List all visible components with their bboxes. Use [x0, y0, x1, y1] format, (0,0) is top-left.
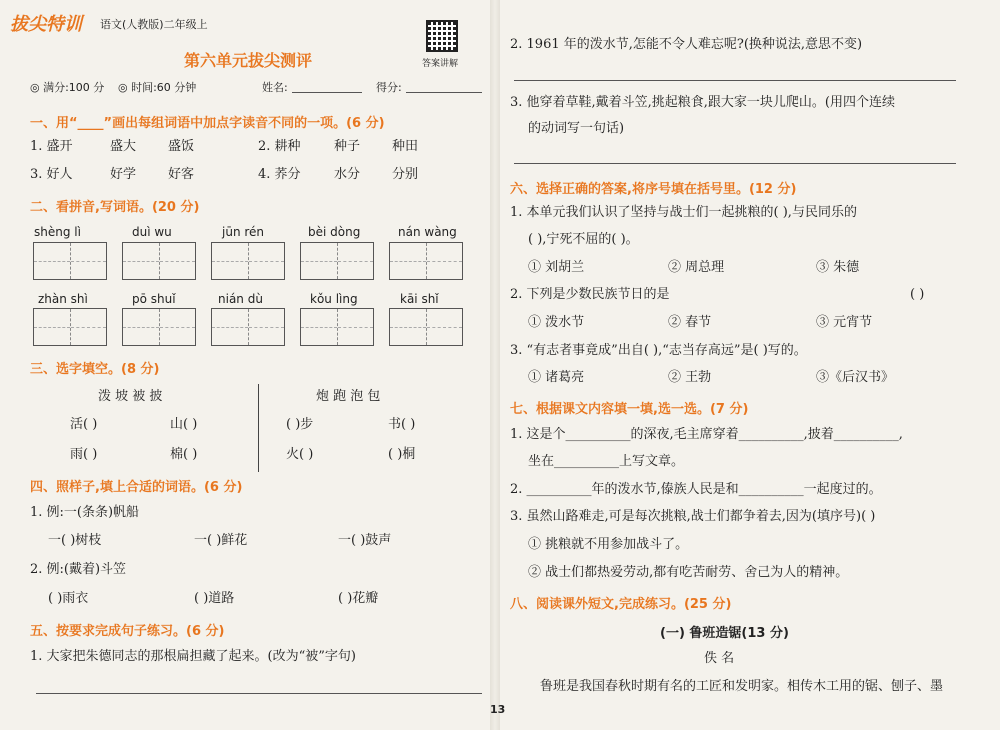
section-5-heading: 五、按要求完成句子练习。(6 分): [30, 624, 225, 639]
writing-box[interactable]: [389, 308, 463, 346]
s6-option[interactable]: ② 王勃: [668, 370, 712, 385]
divider: [258, 384, 259, 472]
pinyin-4: bèi dòng: [308, 225, 361, 239]
pinyin-5: nán wàng: [398, 225, 457, 239]
writing-box[interactable]: [389, 242, 463, 280]
writing-box[interactable]: [33, 308, 107, 346]
time-limit: ◎ 时间:60 分钟: [118, 81, 197, 94]
writing-box[interactable]: [211, 308, 285, 346]
answer-line[interactable]: [514, 163, 956, 164]
section-4-heading: 四、照样子,填上合适的词语。(6 分): [30, 480, 243, 495]
s3-blank[interactable]: 活( ): [70, 417, 98, 432]
s5-question-3b: 的动词写一句话): [528, 121, 625, 136]
s8-paragraph-1: 鲁班是我国春秋时期有名的工匠和发明家。相传木工用的锯、刨子、墨: [540, 679, 944, 694]
name-line[interactable]: [292, 92, 362, 93]
s1-row2-d: 4. 荞分: [258, 167, 301, 182]
s5-question-1: 1. 大家把朱德同志的那根扁担藏了起来。(改为“被”字句): [30, 649, 356, 664]
s1-row1-f: 种田: [392, 139, 419, 154]
section-2-heading: 二、看拼音,写词语。(20 分): [30, 200, 200, 215]
pinyin-3: jūn rén: [222, 225, 265, 239]
s1-row1-b: 盛大: [110, 139, 137, 154]
pinyin-2: duì wu: [132, 225, 172, 239]
s5-question-3a: 3. 他穿着草鞋,戴着斗笠,挑起粮食,跟大家一块儿爬山。(用四个连续: [510, 95, 896, 110]
s7-q1a: 1. 这是个__________的深夜,毛主席穿着__________,披着__________,: [510, 427, 903, 442]
s3-blank[interactable]: 雨( ): [70, 447, 98, 462]
writing-box[interactable]: [122, 308, 196, 346]
s6-q2: 2. 下列是少数民族节日的是: [510, 287, 670, 302]
s6-option[interactable]: ③ 元宵节: [816, 315, 873, 330]
s1-row2-e: 水分: [334, 167, 361, 182]
s4-blank[interactable]: ( )雨衣: [48, 591, 89, 606]
s4-blank[interactable]: 一( )树枝: [48, 533, 102, 548]
s1-row2-c: 好客: [168, 167, 195, 182]
s4-blank[interactable]: 一( )鼓声: [338, 533, 392, 548]
qr-caption: 答案讲解: [422, 59, 459, 69]
brand-logo: 拔尖特训: [10, 14, 82, 35]
s7-q3-option-2[interactable]: ② 战士们都热爱劳动,都有吃苦耐劳、舍己为人的精神。: [528, 565, 849, 580]
s3-blank[interactable]: ( )步: [286, 417, 314, 432]
s4-blank[interactable]: ( )花瓣: [338, 591, 379, 606]
s6-option[interactable]: ③《后汉书》: [816, 370, 895, 385]
s6-option[interactable]: ② 春节: [668, 315, 712, 330]
s1-row1-d: 2. 耕种: [258, 139, 301, 154]
s4-example-1: 1. 例:一(条条)帆船: [30, 505, 140, 520]
s5-question-2: 2. 1961 年的泼水节,怎能不令人难忘呢?(换种说法,意思不变): [510, 37, 863, 52]
s4-blank[interactable]: ( )道路: [194, 591, 235, 606]
section-7-heading: 七、根据课文内容填一填,选一选。(7 分): [510, 402, 749, 417]
page-title: 第六单元拔尖测评: [184, 51, 313, 70]
s1-row1-e: 种子: [334, 139, 361, 154]
full-score: ◎ 满分:100 分: [30, 81, 105, 94]
s1-row2-b: 好学: [110, 167, 137, 182]
s3-blank[interactable]: 火( ): [286, 447, 314, 462]
name-label: 姓名:: [262, 81, 288, 94]
s6-q2-paren[interactable]: ( ): [910, 287, 925, 302]
s6-option[interactable]: ① 泼水节: [528, 315, 585, 330]
s6-option[interactable]: ① 刘胡兰: [528, 260, 585, 275]
s3-blank[interactable]: 棉( ): [170, 447, 198, 462]
s3-blank[interactable]: ( )桐: [388, 447, 416, 462]
s1-row1-c: 盛饭: [168, 139, 195, 154]
s8-subtitle: (一) 鲁班造锯(13 分): [660, 626, 789, 641]
writing-box[interactable]: [33, 242, 107, 280]
writing-box[interactable]: [122, 242, 196, 280]
s4-example-2: 2. 例:(戴着)斗笠: [30, 562, 127, 577]
score-line[interactable]: [406, 92, 482, 93]
page-fold: [490, 0, 500, 730]
s7-q3-option-1[interactable]: ① 挑粮就不用参加战斗了。: [528, 537, 689, 552]
section-6-heading: 六、选择正确的答案,将序号填在括号里。(12 分): [510, 182, 797, 197]
answer-line[interactable]: [514, 80, 956, 81]
section-3-heading: 三、选字填空。(8 分): [30, 362, 160, 377]
s3-blank[interactable]: 书( ): [388, 417, 416, 432]
s6-q1b: ( ),宁死不屈的( )。: [528, 232, 639, 247]
s4-blank[interactable]: 一( )鲜花: [194, 533, 248, 548]
s8-author: 佚 名: [704, 651, 735, 666]
pinyin-9: kǒu lìng: [310, 292, 358, 306]
pinyin-10: kāi shǐ: [400, 292, 439, 306]
writing-box[interactable]: [300, 308, 374, 346]
score-label: 得分:: [376, 81, 402, 94]
s6-option[interactable]: ② 周总理: [668, 260, 725, 275]
s7-q3: 3. 虽然山路难走,可是每次挑粮,战士们都争着去,因为(填序号)( ): [510, 509, 876, 524]
right-page: [500, 0, 1000, 730]
s1-row1-a: 1. 盛开: [30, 139, 73, 154]
section-8-heading: 八、阅读课外短文,完成练习。(25 分): [510, 597, 732, 612]
s6-option[interactable]: ③ 朱德: [816, 260, 860, 275]
s7-q1b: 坐在__________上写文章。: [528, 454, 685, 469]
s1-row2-f: 分别: [392, 167, 419, 182]
s6-option[interactable]: ① 诸葛亮: [528, 370, 585, 385]
s6-q1a: 1. 本单元我们认识了坚持与战士们一起挑粮的( ),与民同乐的: [510, 205, 857, 220]
s3-left-chars: 泼 坡 被 披: [98, 389, 163, 404]
subject-label: 语文(人教版)二年级上: [100, 18, 208, 31]
s3-blank[interactable]: 山( ): [170, 417, 198, 432]
page-number: 13: [490, 703, 506, 716]
s3-right-chars: 炮 跑 泡 包: [316, 389, 381, 404]
section-1-heading: 一、用“____”画出每组词语中加点字读音不同的一项。(6 分): [30, 116, 385, 131]
s1-row2-a: 3. 好人: [30, 167, 73, 182]
qr-code-icon[interactable]: [426, 20, 458, 52]
s6-q3: 3. “有志者事竟成”出自( ),“志当存高远”是( )写的。: [510, 343, 807, 358]
left-page: [0, 0, 490, 730]
pinyin-7: pō shuǐ: [132, 292, 176, 306]
pinyin-1: shèng lì: [34, 225, 81, 239]
writing-box[interactable]: [300, 242, 374, 280]
pinyin-6: zhàn shì: [38, 292, 88, 306]
pinyin-8: nián dù: [218, 292, 263, 306]
answer-line[interactable]: [36, 693, 482, 694]
writing-box[interactable]: [211, 242, 285, 280]
s7-q2: 2. __________年的泼水节,傣族人民是和__________一起度过的。: [510, 482, 882, 497]
